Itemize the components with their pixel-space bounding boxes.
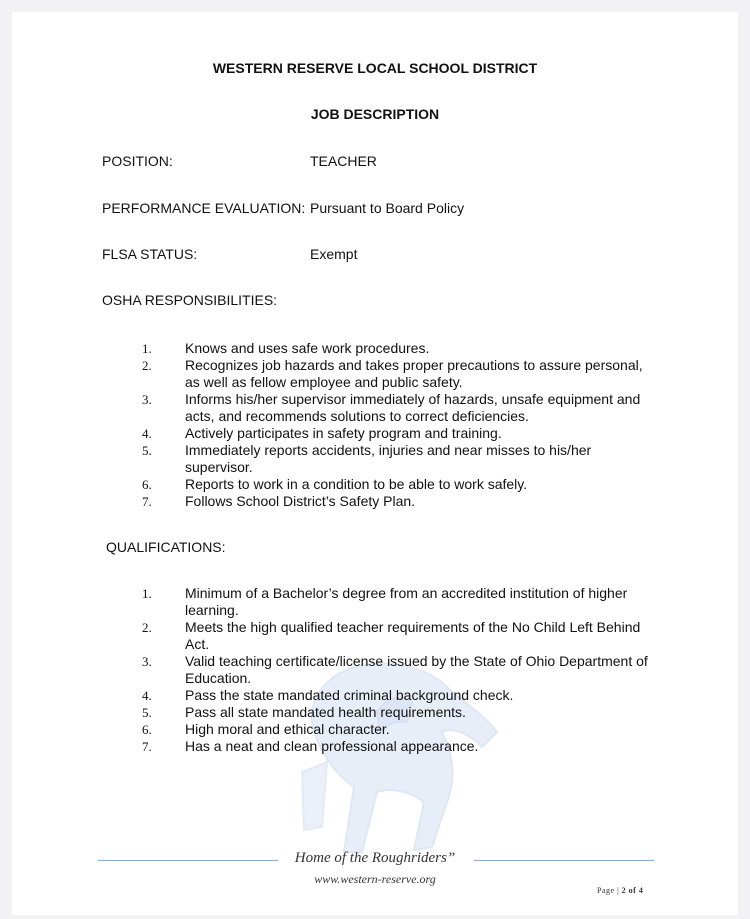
- page-label: Page: [597, 886, 615, 895]
- list-item: [12, 653, 655, 687]
- list-item: [12, 493, 655, 510]
- flsa-value: Exempt: [310, 246, 358, 262]
- list-text: Informs his/her supervisor immediately of hazards, unsafe equipment and acts, and recommends solutions to correct deficiencies.: [185, 391, 641, 424]
- evaluation-label: PERFORMANCE EVALUATION:: [102, 200, 306, 216]
- list-number: 3.: [142, 392, 152, 407]
- osha-heading: OSHA RESPONSIBILITIES:: [102, 292, 278, 308]
- flsa-label: FLSA STATUS:: [102, 246, 198, 262]
- footer-website: www.western-reserve.org: [314, 872, 436, 886]
- list-item: [12, 425, 655, 442]
- list-number: 4.: [142, 426, 152, 441]
- list-number: 1.: [142, 586, 152, 601]
- list-number: 7.: [142, 494, 152, 509]
- list-text: Minimum of a Bachelor’s degree from an accredited institution of higher learning.: [185, 585, 628, 618]
- list-item: [12, 585, 655, 619]
- list-number: 6.: [142, 477, 152, 492]
- list-text: Follows School District’s Safety Plan.: [185, 493, 416, 509]
- list-text: Reports to work in a condition to be able to work safely.: [185, 476, 528, 492]
- list-item: [12, 476, 655, 493]
- list-number: 5.: [142, 705, 152, 720]
- list-text: Actively participates in safety program and training.: [185, 425, 502, 441]
- page-number: Page | 2 of 4: [597, 886, 644, 895]
- osha-list: [12, 340, 738, 510]
- list-item: [12, 340, 655, 357]
- list-text: Knows and uses safe work procedures.: [185, 340, 430, 356]
- list-number: 2.: [142, 620, 152, 635]
- qualifications-heading: QUALIFICATIONS:: [106, 539, 226, 555]
- document-title: JOB DESCRIPTION: [310, 106, 440, 122]
- list-item: [12, 738, 655, 755]
- document-page: [12, 12, 738, 915]
- list-text: Immediately reports accidents, injuries and near misses to his/her supervisor.: [185, 442, 592, 475]
- district-name: WESTERN RESERVE LOCAL SCHOOL DISTRICT: [212, 60, 538, 76]
- list-item: [12, 357, 655, 391]
- page-count: 2 of 4: [621, 886, 644, 895]
- list-text: Pass the state mandated criminal background check.: [185, 687, 514, 703]
- list-item: [12, 704, 655, 721]
- list-item: [12, 721, 655, 738]
- list-text: Recognizes job hazards and takes proper precautions to assure personal, as well as fellow employee and public safety.: [185, 357, 643, 390]
- list-text: Valid teaching certificate/license issued by the State of Ohio Department of Education.: [185, 653, 648, 686]
- list-item: [12, 619, 655, 653]
- footer-motto: Home of the Roughriders”: [294, 850, 456, 866]
- list-number: 1.: [142, 341, 152, 356]
- list-item: [12, 391, 655, 425]
- list-text: Meets the high qualified teacher requirements of the No Child Left Behind Act.: [185, 619, 641, 652]
- list-item: [12, 442, 655, 476]
- list-text: High moral and ethical character.: [185, 721, 390, 737]
- position-value: TEACHER: [310, 153, 377, 169]
- list-number: 7.: [142, 739, 152, 754]
- list-number: 3.: [142, 654, 152, 669]
- list-text: Pass all state mandated health requirements.: [185, 704, 466, 720]
- evaluation-value: Pursuant to Board Policy: [310, 200, 465, 216]
- list-item: [12, 687, 655, 704]
- list-number: 4.: [142, 688, 152, 703]
- position-label: POSITION:: [102, 153, 173, 169]
- list-number: 2.: [142, 358, 152, 373]
- qualifications-list: [12, 585, 738, 755]
- list-number: 5.: [142, 443, 152, 458]
- list-text: Has a neat and clean professional appearance.: [185, 738, 479, 754]
- list-number: 6.: [142, 722, 152, 737]
